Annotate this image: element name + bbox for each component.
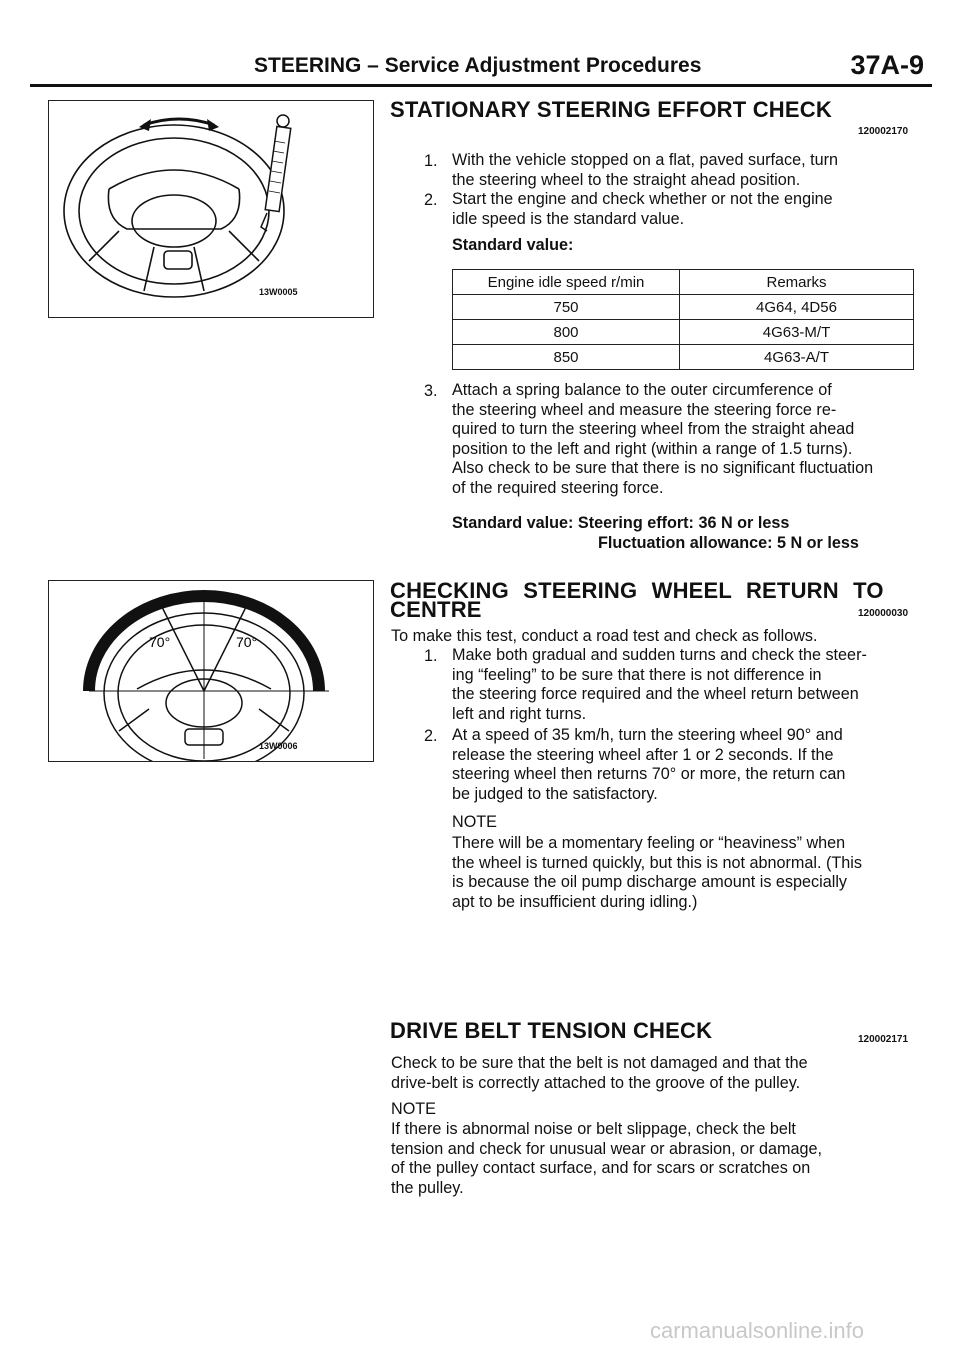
section-title: CHECKING STEERING WHEEL RETURN TO (390, 578, 884, 603)
section-title: STATIONARY STEERING EFFORT CHECK (390, 97, 832, 122)
note-label: NOTE (391, 1100, 436, 1118)
note-text: If there is abnormal noise or belt slippage, check the belt tension and check for unusual wear or abrasion, or damage, of the pulley contact surface, and for scars or scratches on the pulley. (391, 1120, 823, 1197)
table-header: Remarks (680, 270, 914, 295)
step-number: 2. (424, 727, 438, 745)
table-row (453, 345, 914, 370)
figure-code: 13W0005 (259, 287, 298, 297)
table-cell: 750 (453, 295, 680, 320)
angle-left-label: 70° (149, 634, 171, 650)
step-text: Start the engine and check whether or not the engine idle speed is the standard value. (452, 190, 833, 228)
header-title: STEERING – Service Adjustment Procedures (254, 54, 702, 77)
figure-return-angle (48, 580, 374, 762)
intro-text: To make this test, conduct a road test and check as follows. (391, 627, 818, 645)
steering-wheel-spring-balance-illustration (49, 101, 373, 317)
step-number: 3. (424, 382, 438, 400)
steering-wheel-return-angle-illustration (49, 581, 373, 761)
table-cell: 4G63-A/T (680, 345, 914, 370)
figure-code: 13W0006 (259, 741, 298, 751)
section-title-continued: CENTRE (390, 597, 482, 622)
spring-balance (261, 115, 291, 231)
angle-right-label: 70° (236, 634, 258, 650)
paragraph: Check to be sure that the belt is not damaged and that the drive-belt is correctly attached to the groove of the pulley. (391, 1054, 808, 1092)
standard-value-table (452, 269, 914, 370)
table-cell: 800 (453, 320, 680, 345)
section-code: 120000030 (858, 608, 909, 619)
standard-value-label: Standard value: (452, 236, 574, 254)
table-cell: 4G64, 4D56 (680, 295, 914, 320)
table-row (453, 295, 914, 320)
step-number: 2. (424, 191, 438, 209)
page-header (30, 50, 932, 87)
standard-value-steering-effort: Standard value: Steering effort: 36 N or less (452, 514, 790, 532)
step-number: 1. (424, 152, 438, 170)
step-text: At a speed of 35 km/h, turn the steering wheel 90° and release the steering wheel after 1 or 2 seconds. If the steering wheel then returns 70° or more, the return can be judged to the satisfactory. (452, 726, 846, 803)
step-text: Make both gradual and sudden turns and check the steer- ing “feeling” to be sure that there is not difference in the steering force required and the wheel return between left and right turns. (452, 646, 867, 723)
section-title: DRIVE BELT TENSION CHECK (390, 1018, 713, 1043)
note-text: There will be a momentary feeling or “heaviness” when the wheel is turned quickly, but this is not abnormal. (This is because the oil pump discharge amount is especially apt to be insufficient during idling.) (452, 834, 862, 911)
table-cell: 4G63-M/T (680, 320, 914, 345)
step-text: With the vehicle stopped on a flat, paved surface, turn the steering wheel to the straight ahead position. (452, 151, 839, 189)
figure-spring-balance (48, 100, 374, 318)
rotation-arrow (144, 119, 214, 125)
step-text: Attach a spring balance to the outer circumference of the steering wheel and measure the steering force re- quired to turn the steering wheel from the straight ahead position to the left and right (within a range of 1.5 turns). Also check to be sure that there is no significant fluctuation of the required steering force. (452, 381, 874, 497)
table-row (453, 320, 914, 345)
page-number: 37A-9 (850, 50, 924, 80)
watermark: carmanualsonline.info (650, 1318, 865, 1343)
table-header-row (453, 270, 914, 295)
standard-value-fluctuation: Fluctuation allowance: 5 N or less (598, 534, 859, 552)
note-label: NOTE (452, 813, 497, 831)
section-code: 120002170 (858, 126, 909, 137)
step-number: 1. (424, 647, 438, 665)
table-header: Engine idle speed r/min (453, 270, 680, 295)
table-cell: 850 (453, 345, 680, 370)
section-code: 120002171 (858, 1034, 909, 1045)
